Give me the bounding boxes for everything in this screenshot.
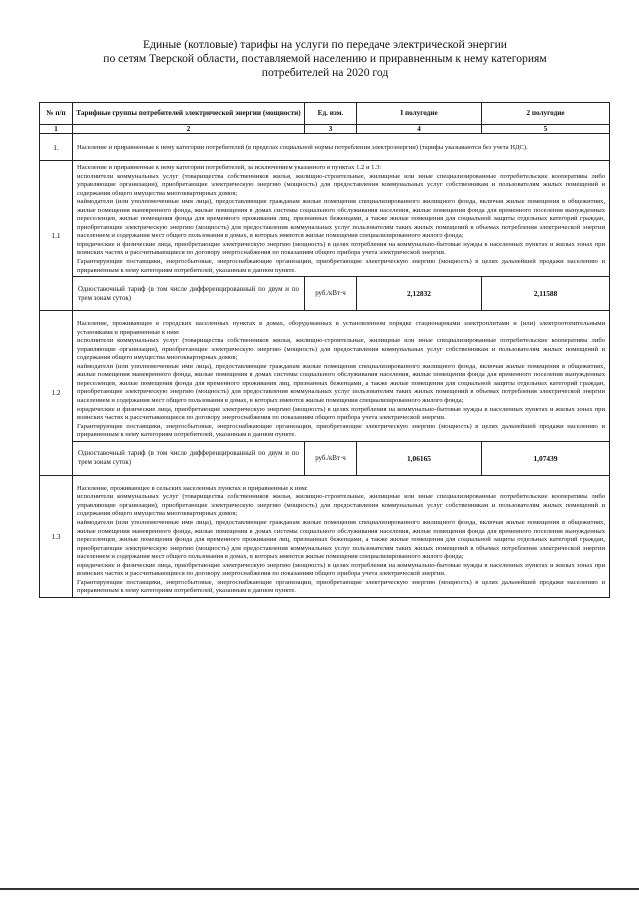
paragraph: юридические и физические лица, приобретающие электрическую энергию (мощность) в целях потребления на коммунально-бытовые нужды в населенных пунктах и жилых зонах при воинских частях и рассчитывающиеся по договору энергоснабжения по показаниям общего прибора учета электрической энергии. <box>77 405 605 422</box>
section-1-2-text <box>73 311 610 442</box>
index-cell: 4 <box>357 125 482 134</box>
page-bottom-rule <box>0 888 639 890</box>
row-1-num: 1. <box>40 134 73 161</box>
index-cell: 1 <box>40 125 73 134</box>
row-1 <box>40 134 610 161</box>
header-group: Тарифные группы потребителей электрической энергии (мощности) <box>73 103 305 125</box>
index-cell: 3 <box>305 125 357 134</box>
section-1-2-text-row <box>40 311 610 442</box>
section-1-2-h2-value: 1,07439 <box>482 441 610 475</box>
title-line-2: по сетям Тверской области, поставляемой населению и приравненным к нему категориям <box>103 52 547 65</box>
paragraph: Гарантирующие поставщики, энергосбытовые, энергоснабжающие организации, приобретающие электрическую энергию (мощность) в целях дальнейшей продажи населению и приравненным к нему категориям потребителей, указанным в данном пункте. <box>77 258 605 274</box>
section-1-1-num: 1.1 <box>40 161 73 311</box>
header-h2: 2 полугодие <box>482 103 610 125</box>
section-1-3-text <box>73 475 610 597</box>
paragraph: исполнители коммунальных услуг (товарищества собственников жилья, жилищно-строительные, жилищные или иные специализированные потребительские кооперативы либо управляющие организации), приобретающие электрическую энергию (мощность) для предоставления коммунальных услуг собственникам и пользователям жилых помещений и содержания общего имущества многоквартирных домов; <box>77 337 605 362</box>
paragraph: Население, проживающее в сельских населенных пунктах и приравненные к ним: <box>77 484 308 492</box>
index-row <box>40 125 610 134</box>
section-1-1-text-row <box>40 161 610 277</box>
index-cell: 2 <box>73 125 305 134</box>
section-1-2-tariff-row <box>40 441 610 475</box>
paragraph: Население, проживающее в городских населенных пунктах в домах, оборудованных в установленном порядке стационарными электроплитами и (или) электроотопительными установками и приравненные к ним: <box>77 320 605 336</box>
paragraph: исполнители коммунальных услуг (товарищества собственников жилья, жилищно-строительные, жилищные или иные специализированные потребительские кооперативы либо управляющие организации), приобретающие электрическую энергию (мощность) для предоставления коммунальных услуг собственникам и пользователям жилых помещений и содержания общего имущества многоквартирных домов; <box>77 493 605 518</box>
section-1-1-tariff-label: Одноставочный тариф (в том числе дифференцированный по двум и по трем зонам суток) <box>73 277 305 311</box>
row-1-text: Население и приравненные к нему категории потребителей (в пределах социальной нормы потребления электроэнергии) (тарифы указываются без учета НДС). <box>73 134 610 161</box>
header-num: № п/п <box>40 103 73 125</box>
paragraph: Население и приравненные к нему категории потребителей, за исключением указанного в пунктах 1.2 и 1.3: <box>77 164 382 171</box>
paragraph: Гарантирующие поставщики, энергосбытовые, энергоснабжающие организации, приобретающие электрическую энергию (мощность) в целях дальнейшей продажи населению и приравненным к нему категориям потребителей, указанным в данном пункте. <box>77 422 605 439</box>
section-1-3-num: 1.3 <box>40 475 73 597</box>
section-1-2-h1-value: 1,06165 <box>357 441 482 475</box>
index-cell: 5 <box>482 125 610 134</box>
section-1-1-unit: руб./кВт·ч <box>305 277 357 311</box>
section-1-2-unit: руб./кВт·ч <box>305 441 357 475</box>
tariff-table <box>39 102 610 598</box>
document-title <box>40 38 610 80</box>
paragraph: наймодатели (или уполномоченные ими лица), предоставляющие гражданам жилые помещения специализированного жилищного фонда, включая жилые помещения в общежитиях, жилые помещения маневренного фонда, жилые помещения в домах системы социального обслуживания населения, жилые помещения фонда для временного поселения вынужденных переселенцев, жилые помещения фонда для временного проживания лиц, признанных беженцами, а также жилые помещения для социальной защиты отдельных категорий граждан, приобретающие электрическую энергию (мощность) для предоставления коммунальных услуг пользователям таких жилых помещений в объемах потребления электрической энергии населением и содержания мест общего пользования в домах, в которых имеются жилые помещения специализированного жилого фонда; <box>77 198 605 240</box>
section-1-2-num: 1.2 <box>40 311 73 476</box>
section-1-1-tariff-row <box>40 277 610 311</box>
section-1-2-tariff-label: Одноставочный тариф (в том числе дифференцированный по двум и по трем зонам суток) <box>73 441 305 475</box>
paragraph: юридические и физические лица, приобретающие электрическую энергию (мощность) в целях потребления на коммунально-бытовые нужды в населенных пунктах и жилых зонах при воинских частях и рассчитывающиеся по договору энергоснабжения по показаниям общего прибора учета электрической энергии. <box>77 561 605 578</box>
title-line-3: потребителей на 2020 год <box>261 66 389 79</box>
section-1-1-h1-value: 2,12832 <box>357 277 482 311</box>
paragraph: Гарантирующие поставщики, энергосбытовые, энергоснабжающие организации, приобретающие электрическую энергию (мощность) в целях дальнейшей продажи населению и приравненным к нему категориям потребителей, указанным в данном пункте. <box>77 578 605 595</box>
header-unit: Ед. изм. <box>305 103 357 125</box>
section-1-1-h2-value: 2,11588 <box>482 277 610 311</box>
paragraph: наймодатели (или уполномоченные ими лица), предоставляющие гражданам жилые помещения специализированного жилищного фонда, включая жилые помещения в общежитиях, жилые помещения маневренного фонда, жилые помещения в домах системы социального обслуживания населения, жилые помещения фонда для временного поселения вынужденных переселенцев, жилые помещения фонда для временного проживания лиц, признанных беженцами, а также жилые помещения для социальной защиты отдельных категорий граждан, приобретающие электрическую энергию (мощность) для предоставления коммунальных услуг пользователям таких жилых помещений в объемах потребления электрической энергии населением и содержания мест общего пользования в домах, в которых имеются жилые помещения специализированного жилого фонда; <box>77 362 605 405</box>
header-h1: I полугодие <box>357 103 482 125</box>
paragraph: юридические и физические лица, приобретающие электрическую энергию (мощность) в целях потребления на коммунально-бытовые нужды в населенных пунктах и жилых зонах при воинских частях и рассчитывающиеся по договору энергоснабжения по показаниям общего прибора учета электрической энергии. <box>77 240 605 257</box>
section-1-1-text <box>73 161 610 277</box>
header-row <box>40 103 610 125</box>
title-line-1: Единые (котловые) тарифы на услуги по передаче электрической энергии <box>142 38 507 51</box>
paragraph: исполнители коммунальных услуг (товарищества собственников жилья, жилищно-строительные, жилищные или иные специализированные потребительские кооперативы либо управляющие организации), приобретающие электрическую энергию (мощность) для предоставления коммунальных услуг собственникам и пользователям жилых помещений и содержания общего имущества многоквартирных домов; <box>77 172 605 197</box>
section-1-3-text-row <box>40 475 610 597</box>
paragraph: наймодатели (или уполномоченные ими лица), предоставляющие гражданам жилые помещения специализированного жилищного фонда, включая жилые помещения в общежитиях, жилые помещения маневренного фонда, жилые помещения в домах системы социального обслуживания населения, жилые помещения фонда для временного поселения вынужденных переселенцев, жилые помещения фонда для временного проживания лиц, признанных беженцами, а также жилые помещения для социальной защиты отдельных категорий граждан, приобретающие электрическую энергию (мощность) для предоставления коммунальных услуг пользователям таких жилых помещений в объемах потребления электрической энергии населением и содержания мест общего пользования в домах, в которых имеются жилые помещения специализированного жилого фонда; <box>77 518 605 561</box>
